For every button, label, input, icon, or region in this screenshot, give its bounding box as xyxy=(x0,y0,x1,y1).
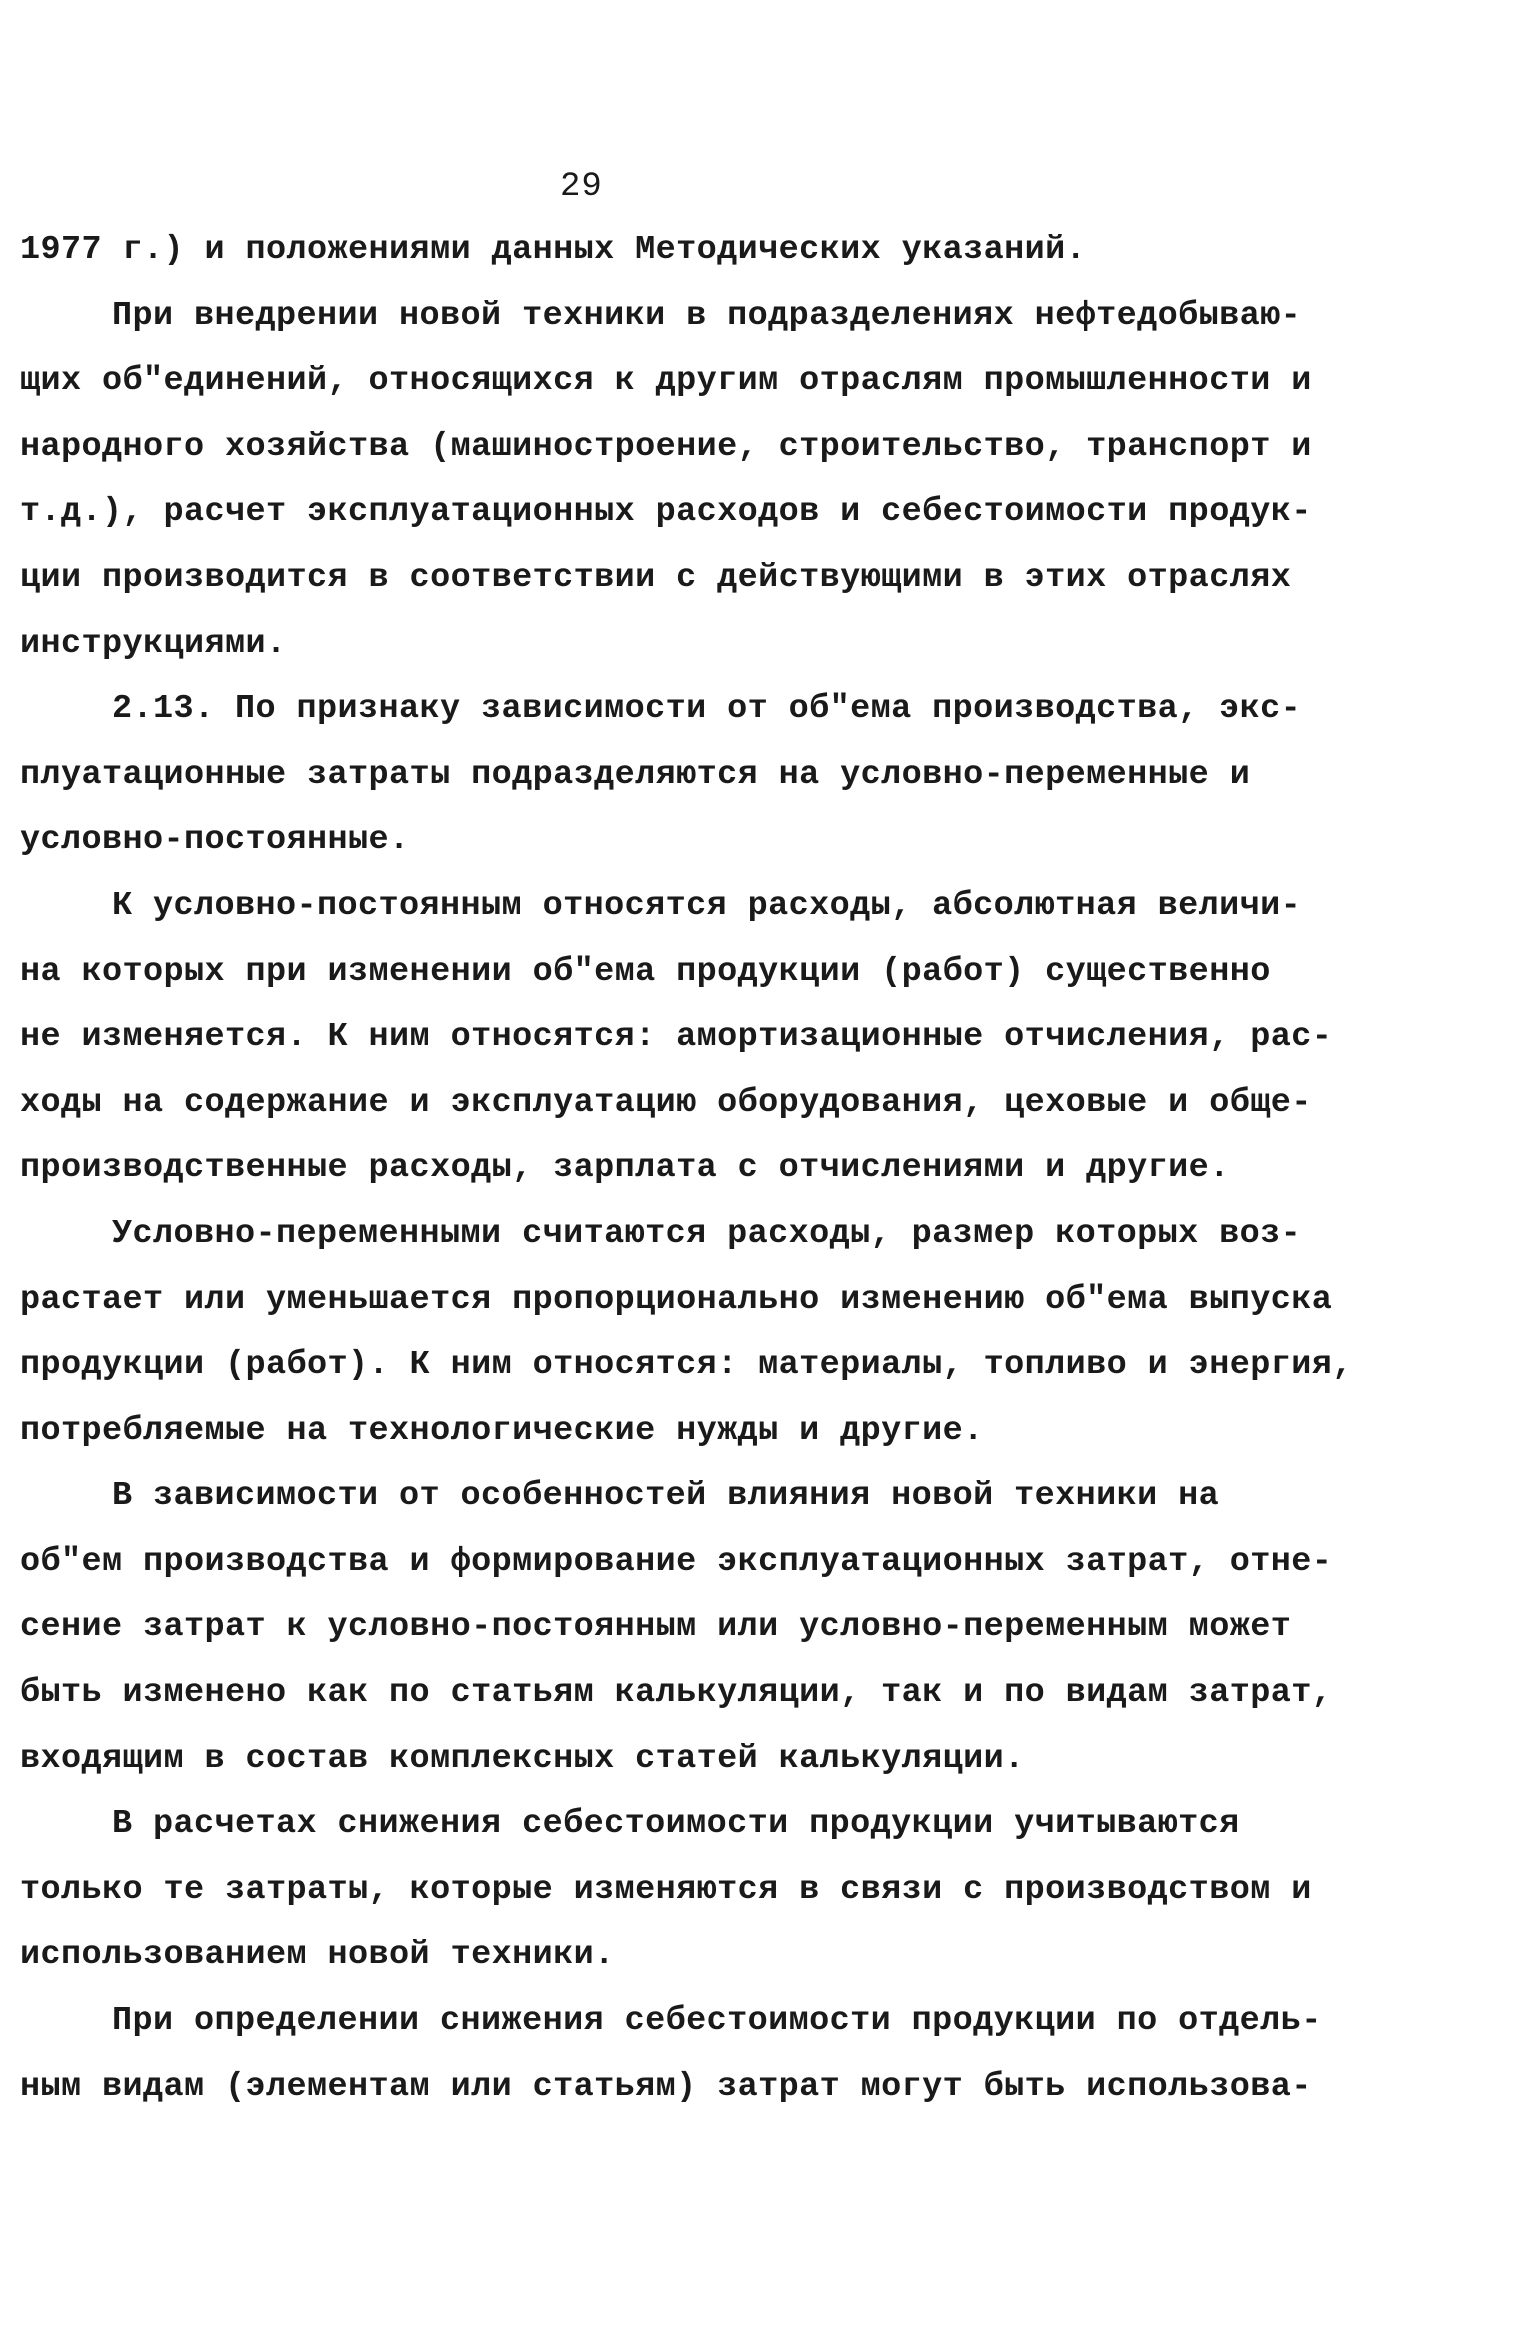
text-line: только те затраты, которые изменяются в связи с производством и xyxy=(20,1870,1312,1909)
text-line: т.д.), расчет эксплуатационных расходов и себестоимости продук- xyxy=(20,493,1312,532)
text-line: В зависимости от особенностей влияния новой техники на xyxy=(112,1477,1220,1516)
text-line: об"ем производства и формирование эксплуатационных затрат, отне- xyxy=(20,1542,1333,1581)
text-line: При определении снижения себестоимости продукции по отдель- xyxy=(112,2002,1322,2041)
text-line: потребляемые на технологические нужды и другие. xyxy=(20,1411,984,1450)
text-line: К условно-постоянным относятся расходы, абсолютная величи- xyxy=(112,886,1302,925)
page-number: 29 xyxy=(560,168,603,206)
text-line: народного хозяйства (машиностроение, строительство, транспорт и xyxy=(20,427,1312,466)
text-line: ным видам (элементам или статьям) затрат могут быть использова- xyxy=(20,2067,1312,2106)
text-line: щих об"единений, относящихся к другим отраслям промышленности и xyxy=(20,362,1312,401)
text-line: В расчетах снижения себестоимости продукции учитываются xyxy=(112,1805,1240,1844)
text-line: условно-постоянные. xyxy=(20,821,410,860)
text-line: быть изменено как по статьям калькуляции, так и по видам затрат, xyxy=(20,1674,1333,1713)
text-line: Условно-переменными считаются расходы, размер которых воз- xyxy=(112,1214,1302,1253)
text-line: производственные расходы, зарплата с отчислениями и другие. xyxy=(20,1149,1230,1188)
text-line: 2.13. По признаку зависимости от об"ема производства, экс- xyxy=(112,690,1302,729)
text-line: входящим в состав комплексных статей калькуляции. xyxy=(20,1739,1025,1778)
body-text xyxy=(20,218,1353,2120)
text-line: растает или уменьшается пропорционально изменению об"ема выпуска xyxy=(20,1280,1333,1319)
text-line: При внедрении новой техники в подразделениях нефтедобываю- xyxy=(112,296,1302,335)
text-line: на которых при изменении об"ема продукции (работ) существенно xyxy=(20,952,1271,991)
text-line: ции производится в соответствии с действующими в этих отраслях xyxy=(20,558,1292,597)
text-line: плуатационные затраты подразделяются на условно-переменные и xyxy=(20,755,1251,794)
text-line: сение затрат к условно-постоянным или условно-переменным может xyxy=(20,1608,1292,1647)
text-line: 1977 г.) и положениями данных Методических указаний. xyxy=(20,231,1087,269)
text-line: использованием новой техники. xyxy=(20,1936,615,1975)
text-line: продукции (работ). К ним относятся: материалы, топливо и энергия, xyxy=(20,1346,1353,1385)
text-line: ходы на содержание и эксплуатацию оборудования, цеховые и обще- xyxy=(20,1083,1312,1122)
text-line: инструкциями. xyxy=(20,624,287,663)
text-line: не изменяется. К ним относятся: амортизационные отчисления, рас- xyxy=(20,1018,1333,1057)
